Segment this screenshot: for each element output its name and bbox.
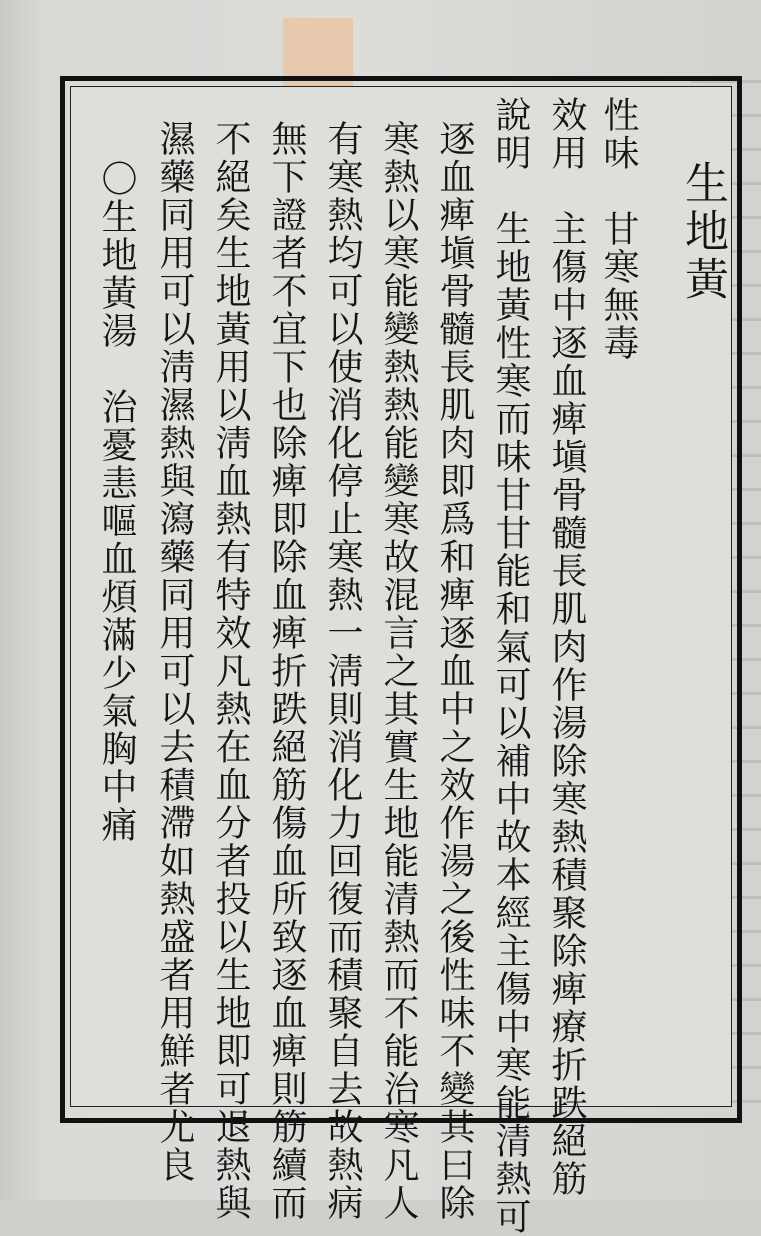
page-title: 生地黃 <box>677 160 728 304</box>
text-column-1: 性味 甘寒無毒 <box>598 96 639 362</box>
text-column-7: 無下證者不宜下也除痺即除血痺折跌絕筋傷血所致逐血痺則筋續而 <box>266 120 307 1222</box>
text-column-8: 不絕矣生地黃用以淸血熱有特效凡熱在血分者投以生地即可退熱與 <box>210 120 251 1222</box>
text-column-6: 有寒熱均可以使消化停止寒熱一淸則消化力回復而積聚自去故熱病 <box>322 120 363 1222</box>
text-column-2: 效用 主傷中逐血痺塡骨髓長肌肉作湯除寒熱積聚除痺療折跌絕筋 <box>546 96 587 1198</box>
text-column-10: 〇生地黃湯 治憂恚嘔血煩滿少氣胸中痛 <box>96 160 137 844</box>
text-column-3: 說明 生地黃性寒而味甘甘能和氣可以補中故本經主傷中寒能清熱可 <box>490 96 531 1236</box>
text-column-4: 逐血痺塡骨髓長肌肉即爲和痺逐血中之效作湯之後性味不變其曰除 <box>434 120 475 1222</box>
text-column-5: 寒熱以寒能變熱熱能變寒故混言之其實生地能清熱而不能治寒凡人 <box>378 120 419 1222</box>
text-column-9: 濕藥同用可以淸濕熱與瀉藥同用可以去積滯如熱盛者用鮮者尤良 <box>154 120 195 1184</box>
